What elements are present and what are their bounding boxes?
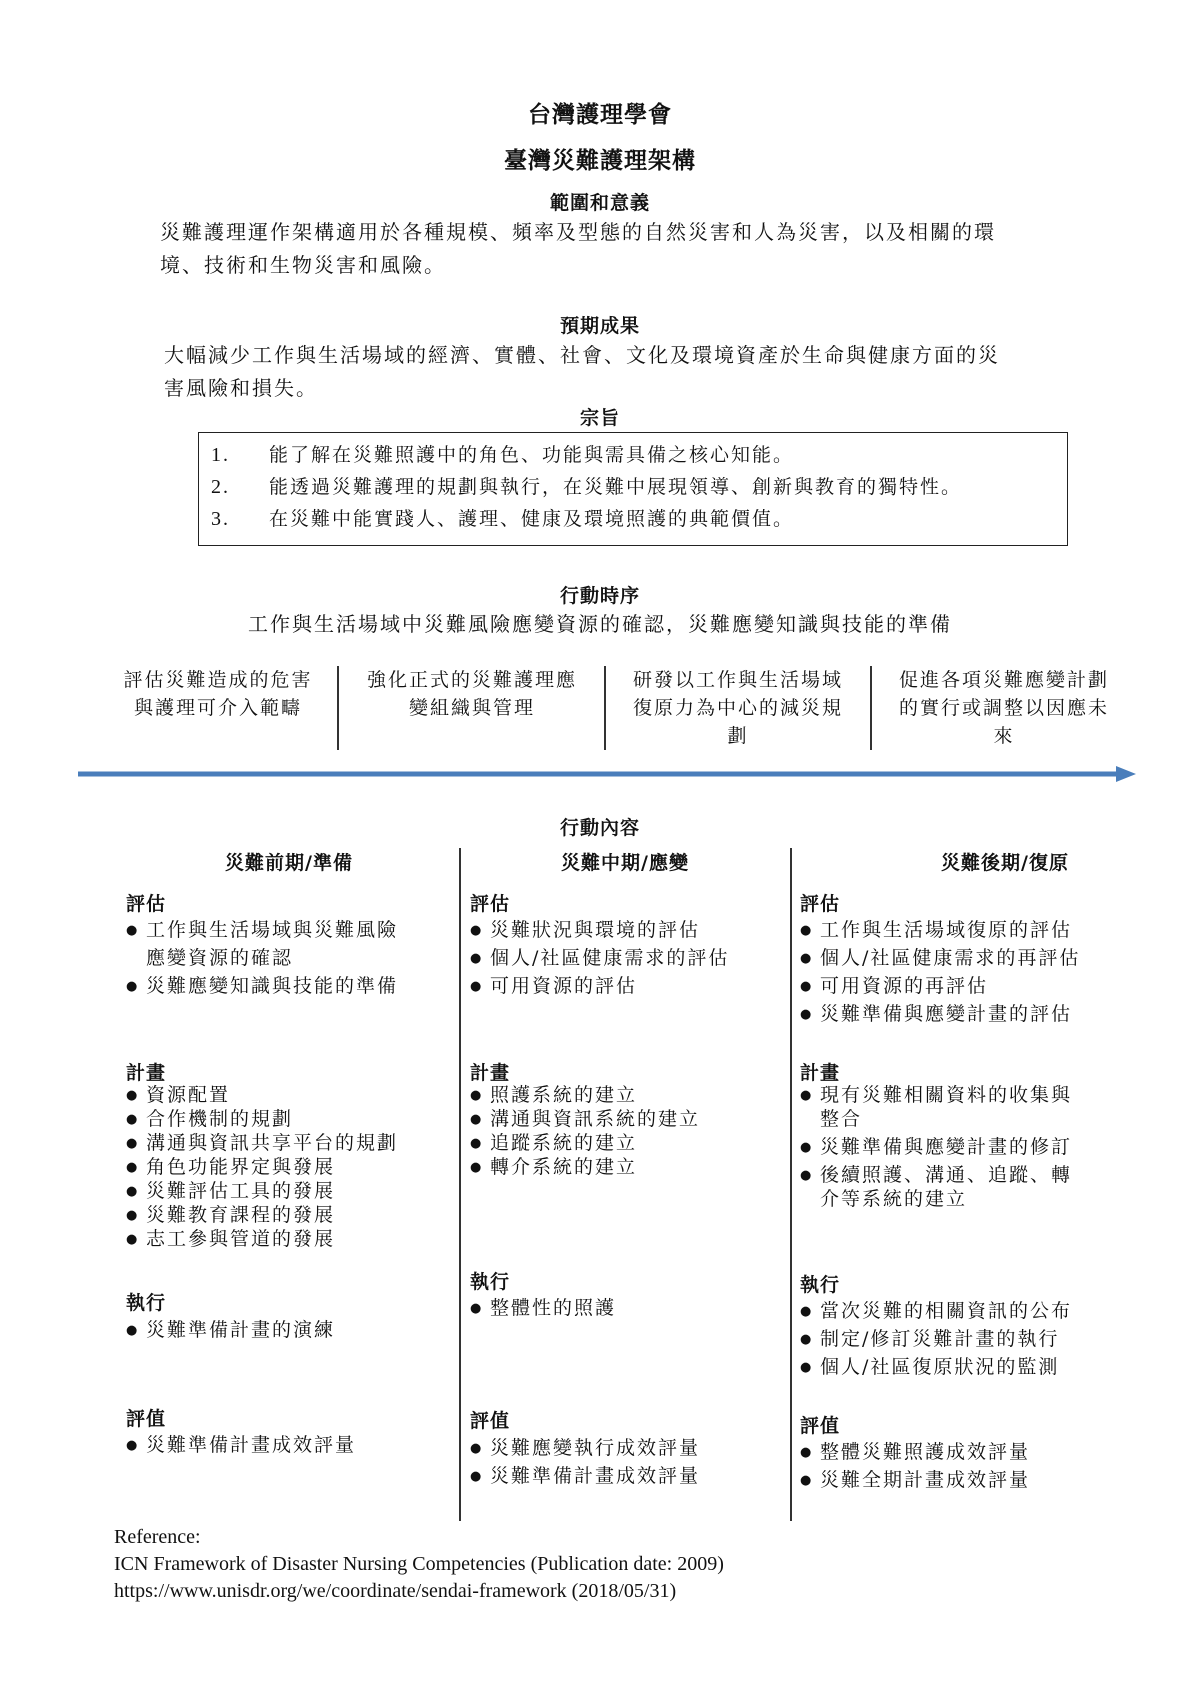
list-item: ● 後續照護、溝通、追蹤、轉 介等系統的建立 — [800, 1163, 1170, 1211]
sequence-subtitle: 工作與生活場域中災難風險應變資源的確認，災難應變知識與技能的準備 — [248, 612, 952, 636]
sequence-step-line: 強化正式的災難護理應 — [366, 669, 577, 691]
section-title: 執行 — [800, 1274, 841, 1296]
sequence-step-line: 評估災難造成的危害 — [123, 669, 313, 691]
section-title: 評估 — [126, 893, 167, 915]
list-item: ● 制定/修訂災難計畫的執行 — [800, 1325, 1170, 1353]
section-list — [800, 916, 1170, 1028]
sequence-step-line: 變組織與管理 — [408, 697, 535, 719]
list-item: ● 災難準備計畫成效評量 — [470, 1462, 788, 1490]
outcome-line: 害風險和損失。 — [164, 376, 318, 400]
list-item: ● 工作與生活場域復原的評估 — [800, 916, 1170, 944]
goal-item — [199, 471, 1067, 503]
reference-block — [114, 1524, 1114, 1605]
content-heading: 行動內容 — [559, 817, 640, 839]
list-item: ● 災難應變執行成效評量 — [470, 1434, 788, 1462]
sequence-step-line: 復原力為中心的減災規 — [632, 697, 843, 719]
timeline-arrow — [78, 764, 1138, 784]
column-title-post-disaster: 災難後期/復原 — [941, 852, 1069, 874]
list-item: ● 個人/社區復原狀況的監測 — [800, 1353, 1170, 1381]
reference-line: https://www.unisdr.org/we/coordinate/sendai-framework (2018/05/31) — [114, 1580, 677, 1602]
section-list — [470, 1434, 788, 1490]
sequence-step-line: 來 — [993, 725, 1015, 747]
list-item: ● 災難準備與應變計畫的評估 — [800, 1000, 1170, 1028]
column-title-pre-disaster: 災難前期/準備 — [225, 852, 353, 874]
sequence-step-line: 劃 — [727, 725, 749, 747]
list-item: ● 災難準備計畫的演練 — [126, 1316, 456, 1344]
list-item: ● 追蹤系統的建立 — [470, 1131, 788, 1155]
outcome-line: 大幅減少工作與生活場域的經濟、實體、社會、文化及環境資產於生命與健康方面的災 — [164, 343, 1000, 367]
list-item: ● 整體災難照護成效評量 — [800, 1438, 1170, 1466]
list-item: ● 資源配置 — [126, 1083, 456, 1107]
scope-text — [160, 216, 1110, 282]
section-title: 執行 — [126, 1292, 167, 1314]
column-divider — [459, 848, 461, 1521]
sequence-step — [872, 666, 1136, 750]
organization-title: 台灣護理學會 — [528, 101, 672, 128]
list-item: ● 溝通與資訊共享平台的規劃 — [126, 1131, 456, 1155]
sequence-heading: 行動時序 — [559, 585, 640, 607]
section-list — [126, 1083, 456, 1251]
list-item: ● 當次災難的相關資訊的公布 — [800, 1297, 1170, 1325]
goal-number: 1. — [211, 444, 230, 466]
list-item: ● 個人/社區健康需求的評估 — [470, 944, 788, 972]
sequence-step — [606, 666, 870, 750]
section-list — [126, 916, 456, 1000]
scope-line: 境、技術和生物災害和風險。 — [160, 253, 446, 277]
list-item: ● 災難應變知識與技能的準備 — [126, 972, 456, 1000]
list-item: ● 災難教育課程的發展 — [126, 1203, 456, 1227]
section-list — [800, 1297, 1170, 1381]
section-title: 評估 — [470, 893, 511, 915]
sequence-step-line: 研發以工作與生活場域 — [632, 669, 843, 691]
list-item: ● 可用資源的評估 — [470, 972, 788, 1000]
timeline-arrow-head — [1116, 766, 1136, 782]
list-item: ● 合作機制的規劃 — [126, 1107, 456, 1131]
section-title: 計畫 — [470, 1062, 511, 1084]
list-item: ● 災難準備計畫成效評量 — [126, 1431, 456, 1459]
goals-heading: 宗旨 — [579, 407, 620, 429]
section-title: 計畫 — [126, 1062, 167, 1084]
section-title: 計畫 — [800, 1062, 841, 1084]
sequence-divider — [337, 666, 339, 750]
section-list — [470, 916, 788, 1000]
section-title: 評值 — [470, 1410, 511, 1432]
goal-text: 在災難中能實踐人、護理、健康及環境照護的典範價值。 — [269, 508, 795, 530]
sequence-step — [100, 666, 336, 722]
sequence-step-line: 與護理可介入範疇 — [133, 697, 302, 719]
list-item: ● 個人/社區健康需求的再評估 — [800, 944, 1170, 972]
list-item: ● 照護系統的建立 — [470, 1083, 788, 1107]
list-item: ● 災難狀況與環境的評估 — [470, 916, 788, 944]
section-list — [126, 1431, 456, 1459]
goal-item — [199, 503, 1067, 535]
reference-label: Reference: — [114, 1526, 201, 1548]
list-item: ● 可用資源的再評估 — [800, 972, 1170, 1000]
goal-number: 2. — [211, 476, 230, 498]
outcome-text — [164, 339, 1114, 405]
goal-text: 能透過災難護理的規劃與執行，在災難中展現領導、創新與教育的獨特性。 — [269, 476, 963, 498]
goal-text: 能了解在災難照護中的角色、功能與需具備之核心知能。 — [269, 444, 795, 466]
list-item: ● 工作與生活場域與災難風險 應變資源的確認 — [126, 916, 456, 972]
section-title: 評值 — [800, 1415, 841, 1437]
list-item: ● 災難準備與應變計畫的修訂 — [800, 1135, 1170, 1159]
list-item: ● 整體性的照護 — [470, 1294, 788, 1322]
section-list — [800, 1083, 1170, 1211]
outcome-heading: 預期成果 — [559, 315, 640, 337]
section-list — [470, 1083, 788, 1179]
sequence-step-line: 的實行或調整以因應未 — [898, 697, 1109, 719]
document-title: 臺灣災難護理架構 — [504, 147, 696, 174]
reference-line: ICN Framework of Disaster Nursing Competencies (Publication date: 2009) — [114, 1553, 724, 1575]
list-item: ● 溝通與資訊系統的建立 — [470, 1107, 788, 1131]
section-list — [126, 1316, 456, 1344]
list-item: ● 志工參與管道的發展 — [126, 1227, 456, 1251]
list-item: ● 角色功能界定與發展 — [126, 1155, 456, 1179]
list-item: ● 現有災難相關資料的收集與 整合 — [800, 1083, 1170, 1131]
goal-number: 3. — [211, 508, 230, 530]
column-title-during-disaster: 災難中期/應變 — [561, 852, 689, 874]
sequence-step — [340, 666, 604, 722]
column-divider — [790, 848, 792, 1521]
sequence-step-line: 促進各項災難應變計劃 — [898, 669, 1109, 691]
section-title: 評估 — [800, 893, 841, 915]
section-title: 執行 — [470, 1271, 511, 1293]
section-list — [470, 1294, 788, 1322]
section-list — [800, 1438, 1170, 1494]
scope-heading: 範圍和意義 — [549, 192, 650, 214]
goals-box — [198, 432, 1068, 546]
list-item: ● 災難評估工具的發展 — [126, 1179, 456, 1203]
list-item: ● 轉介系統的建立 — [470, 1155, 788, 1179]
goal-item — [199, 439, 1067, 471]
scope-line: 災難護理運作架構適用於各種規模、頻率及型態的自然災害和人為災害，以及相關的環 — [160, 220, 996, 244]
section-title: 評值 — [126, 1408, 167, 1430]
list-item: ● 災難全期計畫成效評量 — [800, 1466, 1170, 1494]
